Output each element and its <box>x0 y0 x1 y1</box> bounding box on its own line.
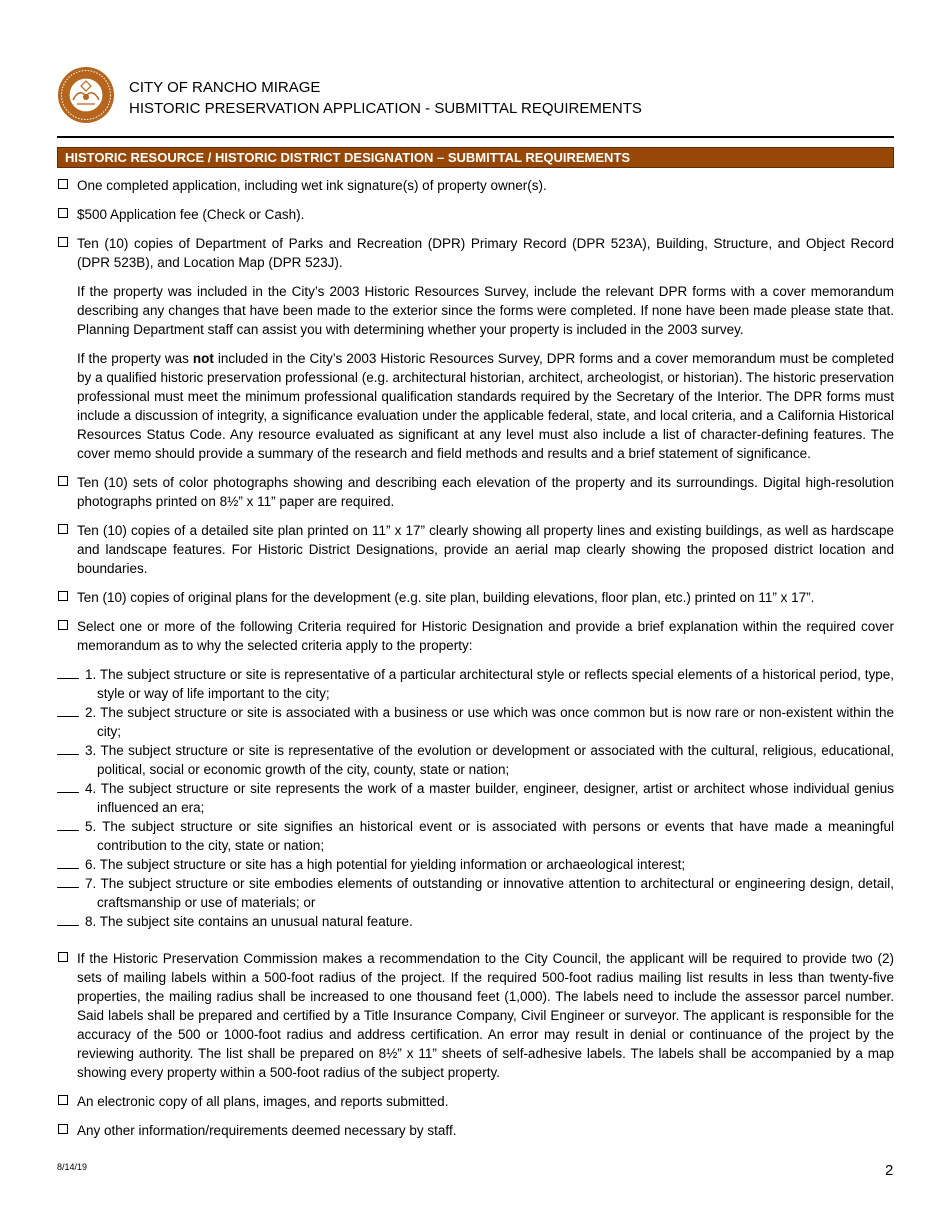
checkbox-icon[interactable] <box>58 476 68 486</box>
requirement-site-plan <box>57 521 894 578</box>
header-divider <box>57 136 894 138</box>
requirement-electronic-copy <box>57 1092 894 1111</box>
checkbox-icon[interactable] <box>58 237 68 247</box>
criterion-item: 2. The subject structure or site is associated with a business or use which was once common but is now rare or non-existent within the city; <box>57 703 894 741</box>
dpr-note-included: If the property was included in the City’s 2003 Historic Resources Survey, include the relevant DPR forms with a cover memorandum describing any changes that have been made to the exterior since the forms were completed. If none have been made please state that. Planning Department staff can assist you with determining whether your property is included in the 2003 survey. <box>77 284 894 337</box>
criterion-blank[interactable] <box>57 856 79 869</box>
criterion-blank[interactable] <box>57 875 79 888</box>
requirement-mailing-labels <box>57 949 894 1082</box>
requirement-photos <box>57 473 894 511</box>
requirement-text: Ten (10) sets of color photographs showing and describing each elevation of the property and its surroundings. Digital high-resolution photographs printed on 8½” x 11” paper are required. <box>77 475 894 509</box>
criterion-blank[interactable] <box>57 704 79 717</box>
checkbox-icon[interactable] <box>58 591 68 601</box>
criterion-blank[interactable] <box>57 818 79 831</box>
criterion-item: 3. The subject structure or site is representative of the evolution or development or associated with the cultural, religious, educational, political, social or economic growth of the city, county, state or nation; <box>57 741 894 779</box>
requirement-fee <box>57 205 894 224</box>
criterion-blank[interactable] <box>57 913 79 926</box>
requirements-list <box>57 176 894 1150</box>
requirement-dpr <box>57 234 894 272</box>
requirement-text: Select one or more of the following Criteria required for Historic Designation and provide a brief explanation within the required cover memorandum as to why the selected criteria apply to the property: <box>77 619 894 653</box>
requirement-text: Any other information/requirements deemed necessary by staff. <box>77 1123 457 1138</box>
requirement-application <box>57 176 894 195</box>
criterion-blank[interactable] <box>57 666 79 679</box>
checkbox-icon[interactable] <box>58 179 68 189</box>
criterion-item: 5. The subject structure or site signifies an historical event or is associated with persons or events that have made a meaningful contribution to the city, state or nation; <box>57 817 894 855</box>
criterion-blank[interactable] <box>57 742 79 755</box>
checkbox-icon[interactable] <box>58 208 68 218</box>
checkbox-icon[interactable] <box>58 1095 68 1105</box>
criterion-item: 8. The subject site contains an unusual natural feature. <box>57 912 894 931</box>
criterion-item: 7. The subject structure or site embodies elements of outstanding or innovative attention to architectural or engineering design, detail, craftsmanship or use of materials; or <box>57 874 894 912</box>
requirement-text: Ten (10) copies of a detailed site plan printed on 11” x 17” clearly showing all property lines and existing buildings, as well as hardscape and landscape features. For Historic District Designations, provide an aerial map clearly showing the proposed district location and boundaries. <box>77 523 894 576</box>
requirement-original-plans <box>57 588 894 607</box>
requirement-criteria <box>57 617 894 655</box>
city-seal-icon <box>57 66 115 124</box>
requirement-text: One completed application, including wet ink signature(s) of property owner(s). <box>77 178 547 193</box>
checkbox-icon[interactable] <box>58 620 68 630</box>
criterion-item: 4. The subject structure or site represents the work of a master builder, engineer, designer, artist or architect whose individual genius influenced an era; <box>57 779 894 817</box>
city-name: CITY OF RANCHO MIRAGE <box>129 79 321 96</box>
dpr-note-not-included: If the property was not included in the City’s 2003 Historic Resources Survey, DPR forms and a cover memorandum must be completed by a qualified historic preservation professional (e.g. architectural historian, architect, archeologist, or historian). The historic preservation professional must meet the minimum professional qualification standards required by the Secretary of the Interior. The DPR forms must include a discussion of integrity, a significance evaluation under the applicable federal, state, and local criteria, and a California Historical Resources Status Code. Any resource evaluated as significant at any level must also include a list of character-defining features. The cover memo should provide a summary of the research and field methods and results and a brief statement of significance. <box>77 351 894 461</box>
criterion-item: 1. The subject structure or site is representative of a particular architectural style or reflects special elements of a historical period, type, style or way of life important to the city; <box>57 665 894 703</box>
section-banner: HISTORIC RESOURCE / HISTORIC DISTRICT DESIGNATION – SUBMITTAL REQUIREMENTS <box>57 147 894 168</box>
requirement-text: Ten (10) copies of original plans for the development (e.g. site plan, building elevations, floor plan, etc.) printed on 11” x 17”. <box>77 590 815 605</box>
page-header <box>57 66 897 126</box>
checkbox-icon[interactable] <box>58 1124 68 1134</box>
criteria-list <box>57 665 894 931</box>
criterion-blank[interactable] <box>57 780 79 793</box>
document-title: HISTORIC PRESERVATION APPLICATION - SUBMITTAL REQUIREMENTS <box>129 100 642 117</box>
requirement-other <box>57 1121 894 1140</box>
requirement-text: $500 Application fee (Check or Cash). <box>77 207 305 222</box>
criterion-item: 6. The subject structure or site has a high potential for yielding information or archaeological interest; <box>57 855 894 874</box>
checkbox-icon[interactable] <box>58 524 68 534</box>
requirement-text: If the Historic Preservation Commission makes a recommendation to the City Council, the applicant will be required to provide two (2) sets of mailing labels within a 500-foot radius of the project. If the required 500-foot radius mailing list results in less than twenty-five properties, the mailing radius shall be increased to one thousand feet (1,000). The labels need to include the assessor parcel number. Said labels shall be prepared and certified by a Title Insurance Company, Civil Engineer or surveyor. The applicant is responsible for the accuracy of the 500 or 1000-foot radius and address certification. An error may result in denial or continuance of the project by the reviewing authority. The list shall be prepared on 8½” x 11” sheets of self-adhesive labels. The labels shall be accompanied by a map showing every property within a 500-foot radius of the subject property. <box>77 951 894 1080</box>
requirement-text: An electronic copy of all plans, images, and reports submitted. <box>77 1094 449 1109</box>
checkbox-icon[interactable] <box>58 952 68 962</box>
footer-date: 8/14/19 <box>57 1162 88 1172</box>
requirement-text: Ten (10) copies of Department of Parks and Recreation (DPR) Primary Record (DPR 523A), Building, Structure, and Object Record (DPR 523B), and Location Map (DPR 523J). <box>77 236 894 270</box>
page-number: 2 <box>885 1162 894 1179</box>
